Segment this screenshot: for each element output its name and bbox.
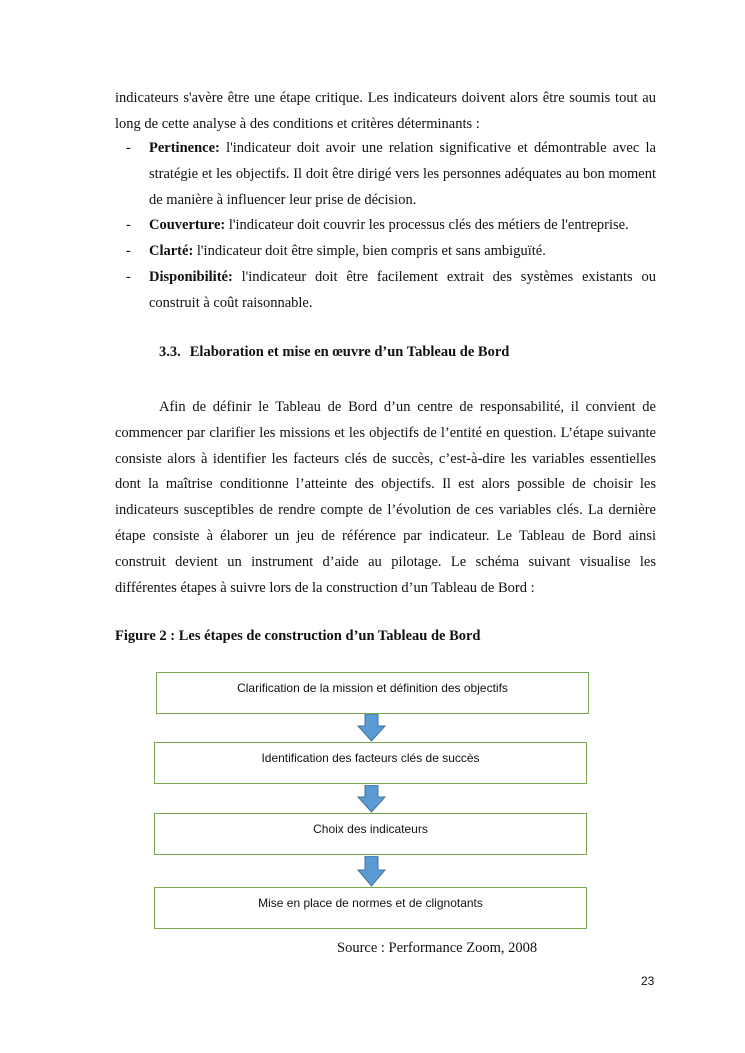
list-item <box>115 239 656 265</box>
section-title: Elaboration et mise en œuvre d’un Tableau de Bord <box>189 344 510 360</box>
criterion-term: Disponibilité: <box>149 268 233 285</box>
down-arrow-icon <box>357 785 387 813</box>
section-heading <box>159 344 509 361</box>
flow-step-4: Mise en place de normes et de clignotants <box>154 887 587 929</box>
criterion-text: l'indicateur doit être simple, bien compris et sans ambiguïté. <box>193 243 546 260</box>
list-item <box>115 265 656 317</box>
figure-source: Source : Performance Zoom, 2008 <box>337 940 538 956</box>
criterion-text: l'indicateur doit couvrir les processus clés des métiers de l'entreprise. <box>225 217 629 234</box>
intro-paragraph: indicateurs s'avère être une étape critique. Les indicateurs doivent alors être soumis tout au long de cette analyse à des conditions et critères déterminants : <box>115 90 656 132</box>
criterion-text: l'indicateur doit avoir une relation significative et démontrable avec la stratégie et les objectifs. Il doit être dirigé vers les personnes adéquates au bon moment de manière à influencer leur prise de décision. <box>149 140 656 208</box>
down-arrow-icon <box>357 856 387 887</box>
section-number: 3.3. <box>159 344 181 360</box>
criterion-term: Couverture: <box>149 217 226 234</box>
list-item <box>115 136 656 213</box>
flow-step-1: Clarification de la mission et définition des objectifs <box>156 672 589 714</box>
list-dash: - <box>126 243 131 260</box>
criterion-term: Pertinence: <box>149 140 220 156</box>
criteria-list <box>115 136 656 317</box>
list-dash: - <box>126 268 131 285</box>
list-dash: - <box>126 140 131 156</box>
figure-caption: Figure 2 : Les étapes de construction d’un Tableau de Bord <box>115 628 481 644</box>
list-item <box>115 213 656 239</box>
criterion-term: Clarté: <box>149 243 194 260</box>
down-arrow-icon <box>357 714 387 742</box>
body-paragraph: Afin de définir le Tableau de Bord d’un centre de responsabilité, il convient de commencer par clarifier les missions et les objectifs de l’entité en question. L’étape suivante consiste alors à identifier les facteurs clés de succès, c’est-à-dire les variables essentielles dont la maîtrise conditionne l’atteinte des objectifs. Il est alors possible de choisir les indicateurs susceptibles de rendre compte de l’évolution de ces variables clés. La dernière étape consiste à élaborer un jeu de référence par indicateur. Le Tableau de Bord ainsi construit devient un instrument d’aide au pilotage. Le schéma suivant visualise les différentes étapes à suivre lors de la construction d’un Tableau de Bord : <box>115 399 656 596</box>
list-dash: - <box>126 217 131 234</box>
flow-step-2: Identification des facteurs clés de succès <box>154 742 587 784</box>
page-number: 23 <box>641 974 655 988</box>
criterion-text: l'indicateur doit être facilement extrait des systèmes existants ou construit à coût raisonnable. <box>149 268 656 311</box>
flow-step-3: Choix des indicateurs <box>154 813 587 855</box>
